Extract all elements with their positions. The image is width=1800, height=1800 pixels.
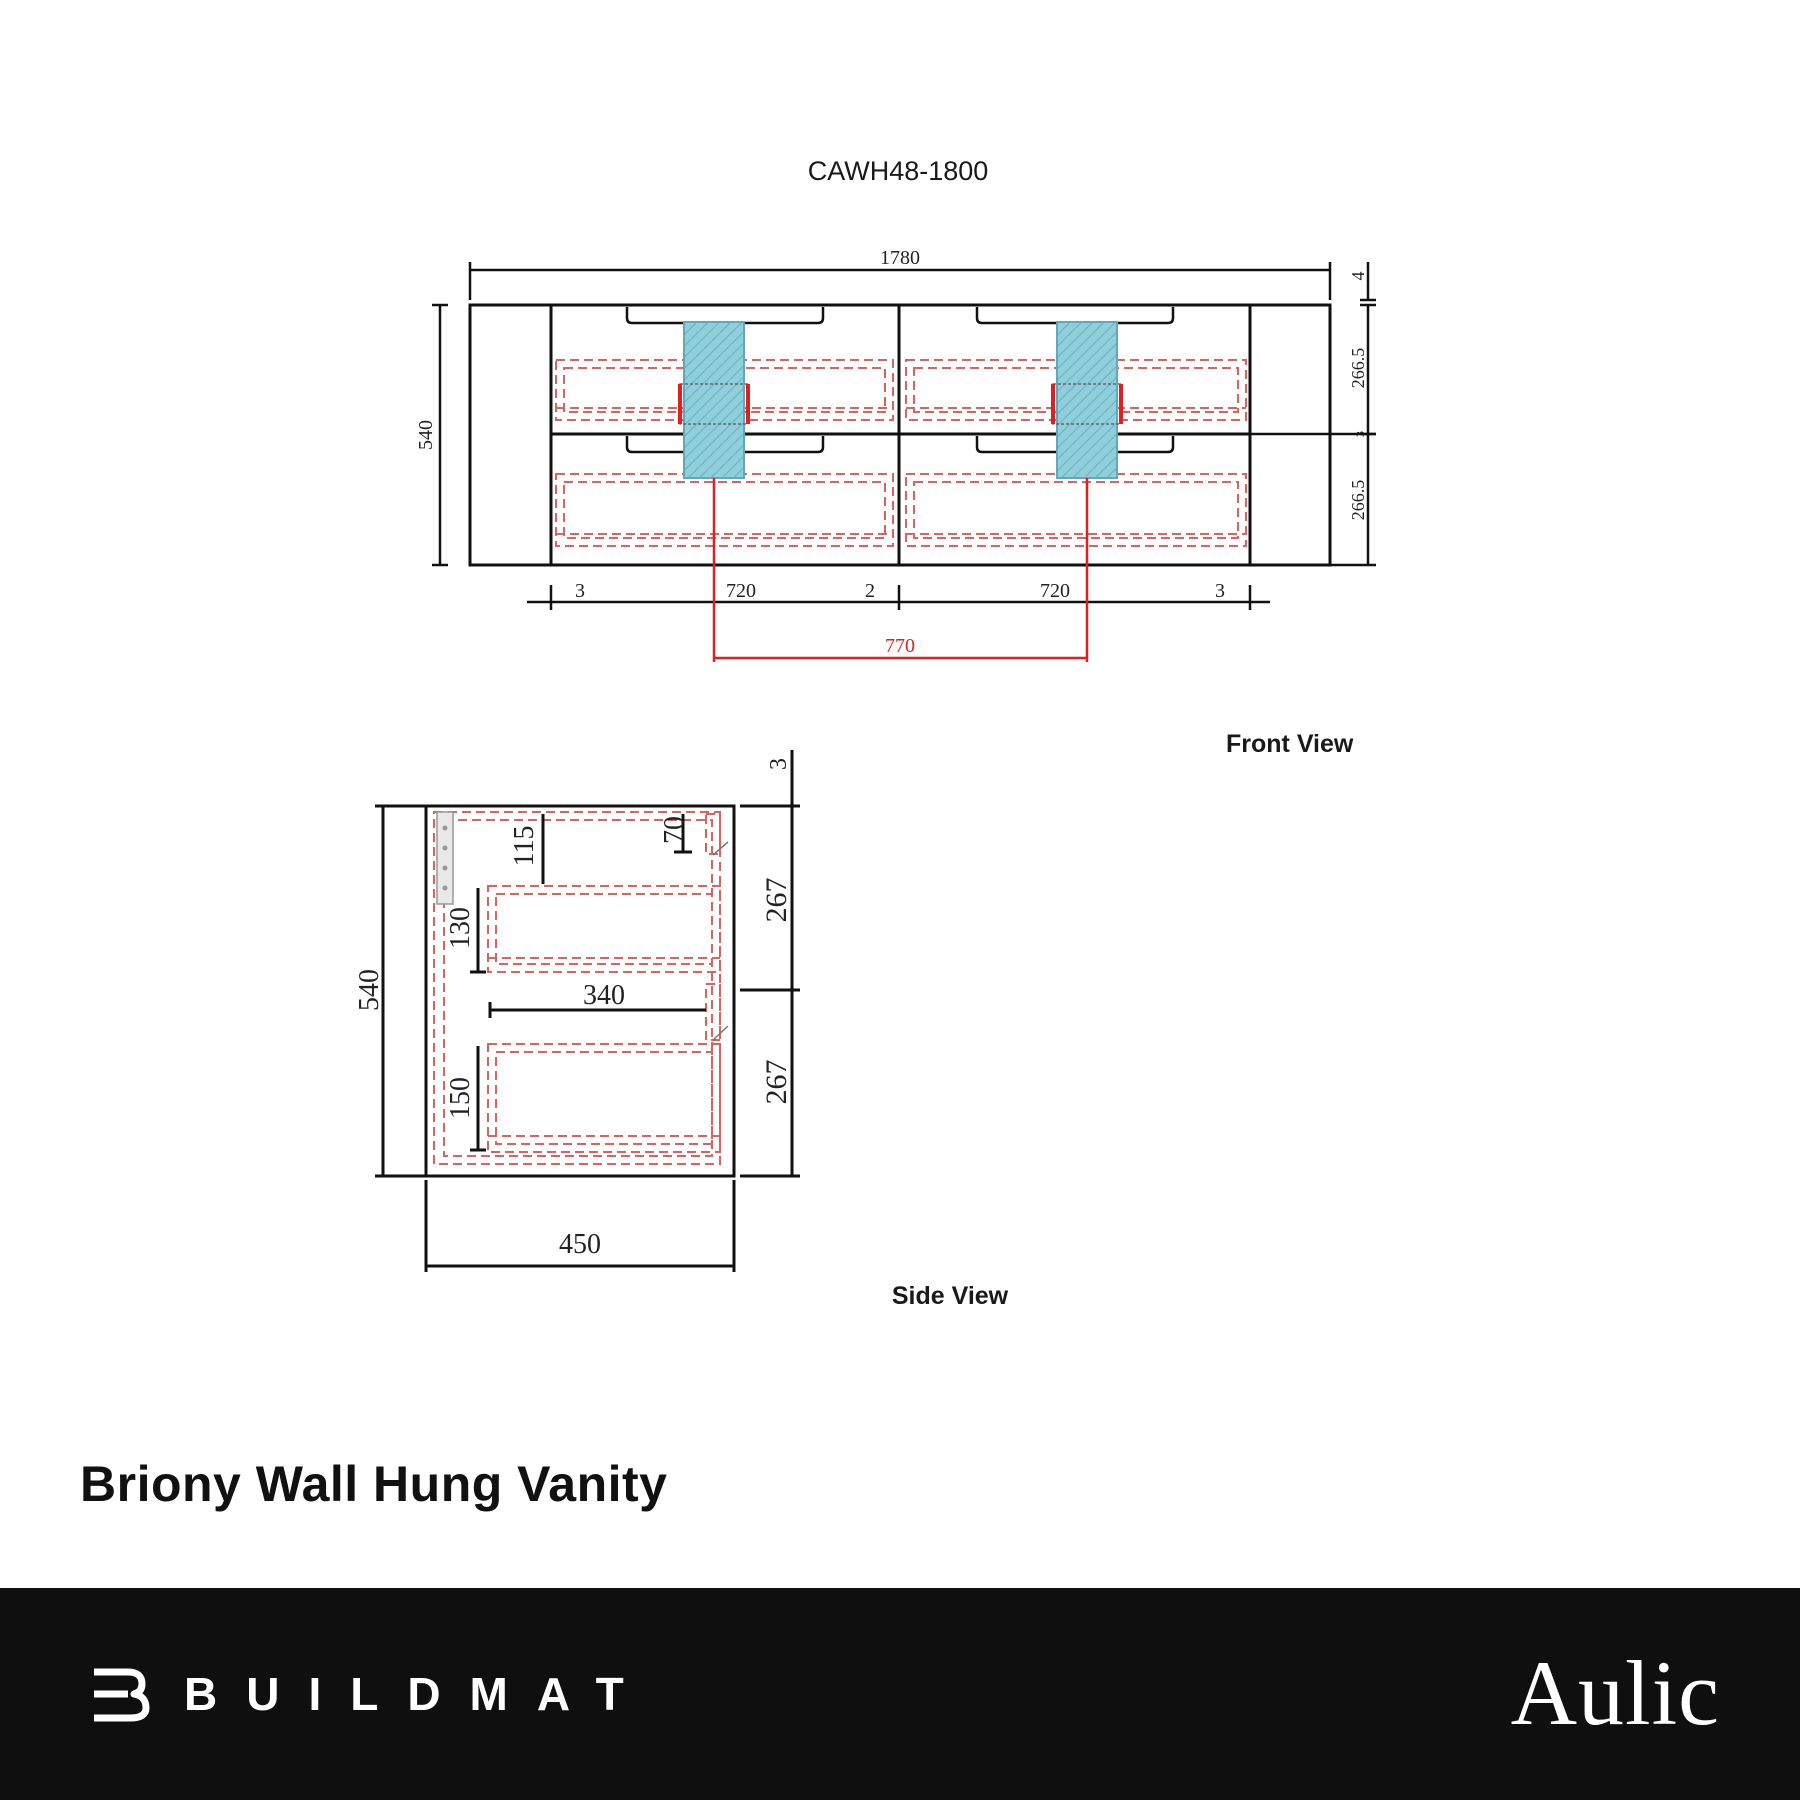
dim-center-gap-label: 2 xyxy=(865,580,875,602)
front-view-label: Front View xyxy=(1226,730,1354,758)
buildmat-wordmark: BUILDMAT xyxy=(184,1668,653,1720)
dim-side-drawer-top-label: 267 xyxy=(760,877,793,923)
aulic-wordmark: Aulic xyxy=(1510,1642,1720,1744)
dim-side-drawer-heights xyxy=(740,750,800,1176)
buildmat-logo xyxy=(88,1654,653,1734)
buildmat-icon xyxy=(88,1664,152,1724)
model-code: CAWH48-1800 xyxy=(807,156,989,186)
dim-drawer-height-bottom-label: 266.5 xyxy=(1348,479,1368,521)
side-view-label: Side View xyxy=(891,1282,1009,1310)
dim-right-gap-label: 3 xyxy=(1215,580,1225,602)
dim-waste-spacing-label: 770 xyxy=(885,635,915,657)
footer-bar xyxy=(0,1588,1800,1800)
dim-side-height-label: 540 xyxy=(354,969,385,1011)
waste-pipe-right xyxy=(1053,322,1121,478)
dim-side-depth-label: 450 xyxy=(559,1229,601,1260)
side-view-drawing xyxy=(354,750,800,1272)
dim-right-width-label: 720 xyxy=(1040,580,1070,602)
product-title: Briony Wall Hung Vanity xyxy=(80,1456,668,1512)
dim-left-gap-label: 3 xyxy=(575,580,585,602)
dim-inner-340-label: 340 xyxy=(583,980,625,1011)
dim-left-width-label: 720 xyxy=(726,580,756,602)
dim-side-top-gap-label: 3 xyxy=(766,758,792,770)
dim-inner-130-label: 130 xyxy=(445,907,476,949)
dim-drawer-height-top-label: 266.5 xyxy=(1348,347,1368,389)
dim-bottom-widths xyxy=(527,585,1270,610)
dim-inner-70-label: 70 xyxy=(659,816,690,844)
dim-overall-width-label: 1780 xyxy=(880,247,920,269)
dim-inner-115-label: 115 xyxy=(509,825,540,867)
dim-inner-150-label: 150 xyxy=(445,1077,476,1119)
dim-top-gap-label: 4 xyxy=(1348,271,1368,281)
dim-side-drawer-bottom-label: 267 xyxy=(760,1059,793,1105)
waste-pipe-left xyxy=(680,322,748,478)
dim-overall-height-label: 540 xyxy=(415,420,437,450)
dim-mid-gap-label: 3 xyxy=(1353,431,1367,437)
front-view-drawing xyxy=(415,247,1376,662)
side-outline xyxy=(426,806,734,1176)
